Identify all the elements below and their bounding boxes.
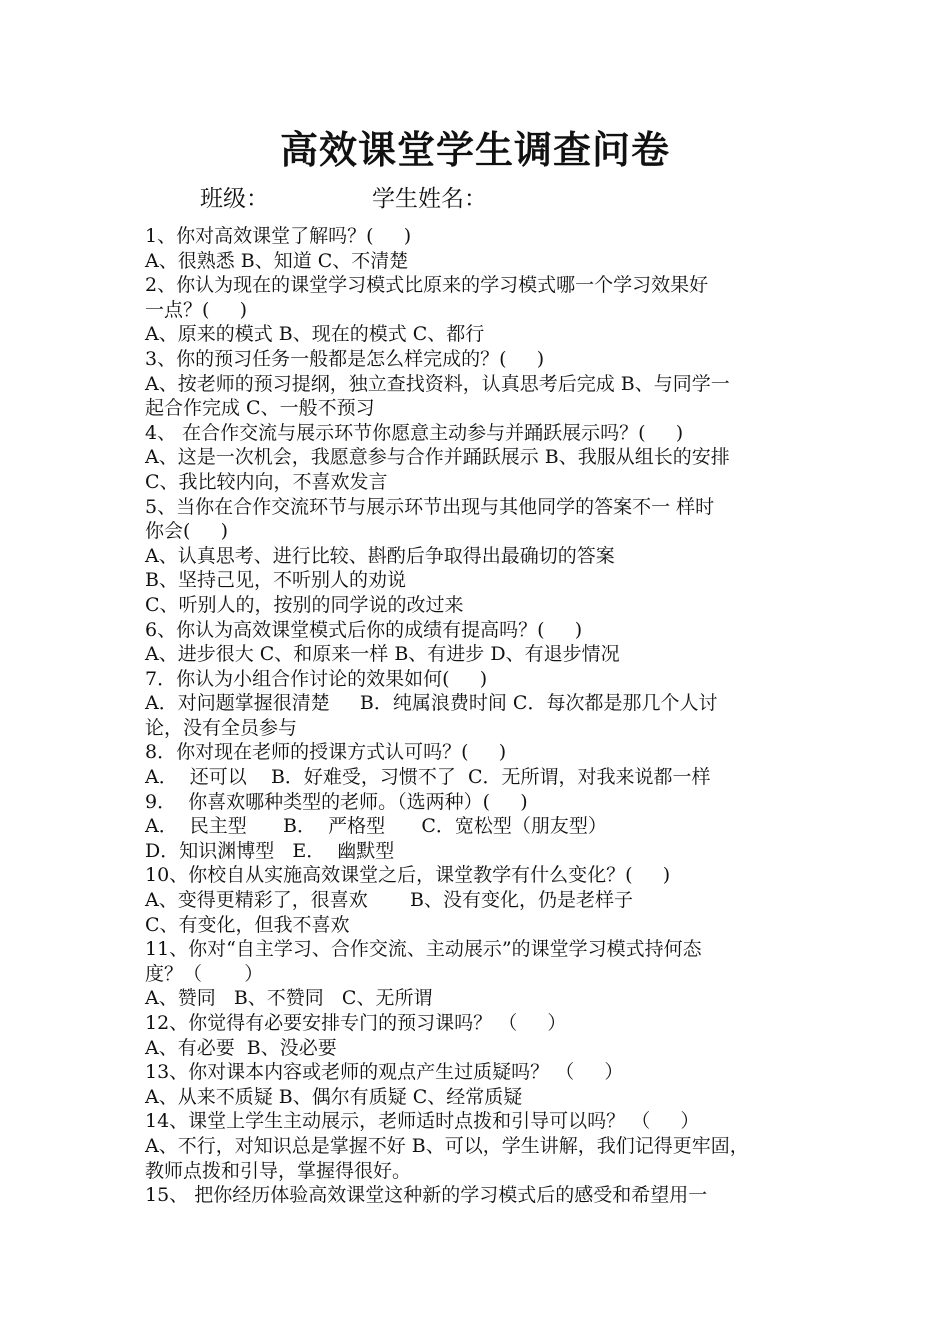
text-line: 教师点拨和引导，掌握得很好。: [145, 1159, 412, 1182]
text-line: 14、课堂上学生主动展示，老师适时点拨和引导可以吗？ （ ）: [145, 1110, 700, 1133]
text-line: 1、你对高效课堂了解吗？( ): [145, 225, 412, 247]
student-name-label: 学生姓名：: [372, 186, 487, 212]
text-line: A、不行，对知识总是掌握不好 B、可以，学生讲解，我们记得更牢固，: [145, 1134, 749, 1157]
text-line: 论，没有全员参与: [145, 716, 298, 739]
text-line: C、我比较内向，不喜欢发言: [145, 470, 388, 493]
text-line: 6、你认为高效课堂模式后你的成绩有提高吗？( ): [145, 618, 583, 641]
text-line: 7．你认为小组合作讨论的效果如何( ): [145, 667, 488, 690]
text-line: A、原来的模式 B、现在的模式 C、都行: [145, 323, 485, 346]
text-line: 10、你校自从实施高效课堂之后，课堂教学有什么变化？( ): [145, 864, 671, 887]
questionnaire-body: [145, 224, 810, 1208]
text-line: 2、你认为现在的课堂学习模式比原来的学习模式哪一个学习效果好: [145, 274, 709, 297]
text-line: 11、你对“自主学习、合作交流、主动展示”的课堂学习模式持何态: [145, 938, 702, 961]
class-label: 班级：: [200, 186, 269, 212]
text-line: 5、当你在合作交流环节与展示环节出现与其他同学的答案不一 样时: [145, 495, 715, 518]
text-line: C、听别人的，按别的同学说的改过来: [145, 593, 464, 616]
text-line: 你会( ): [145, 520, 229, 543]
text-line: A． 民主型 B． 严格型 C．宽松型（朋友型）: [145, 815, 607, 838]
text-line: A、很熟悉 B、知道 C、不清楚: [145, 249, 409, 272]
text-line: A、这是一次机会，我愿意参与合作并踊跃展示 B、我服从组长的安排: [145, 446, 730, 469]
text-line: A．对问题掌握很清楚 B．纯属浪费时间 C．每次都是那几个人讨: [145, 692, 718, 715]
text-line: 12、你觉得有必要安排专门的预习课吗？ （ ）: [145, 1012, 567, 1034]
text-line: 起合作完成 C、一般不预习: [145, 397, 375, 420]
text-line: B、坚持己见，不听别人的劝说: [145, 569, 406, 592]
text-line: 13、你对课本内容或老师的观点产生过质疑吗？ （ ）: [145, 1061, 624, 1084]
text-line: A、按老师的预习提纲，独立查找资料，认真思考后完成 B、与同学一: [145, 372, 730, 395]
text-line: A、认真思考、进行比较、斟酌后争取得出最确切的答案: [145, 544, 615, 567]
text-line: D．知识渊博型 E． 幽默型: [145, 839, 395, 862]
text-line: 15、 把你经历体验高效课堂这种新的学习模式后的感受和希望用一: [145, 1184, 708, 1207]
student-info-row: [200, 182, 487, 216]
text-line: 4、 在合作交流与展示环节你愿意主动参与并踊跃展示吗？( ): [145, 421, 684, 444]
text-line: C、有变化，但我不喜欢: [145, 913, 350, 936]
text-line: 度？（ ）: [145, 962, 264, 985]
text-line: 3、你的预习任务一般都是怎么样完成的？( ): [145, 347, 545, 370]
text-line: A、变得更精彩了，很喜欢 B、没有变化，仍是老样子: [145, 889, 633, 912]
text-line: A． 还可以 B．好难受，习惯不了 C．无所谓，对我来说都一样: [145, 766, 711, 789]
document-title: 高效课堂学生调查问卷: [279, 127, 670, 172]
text-line: 一点？( ): [145, 298, 248, 321]
text-line: 8．你对现在老师的授课方式认可吗？( ): [145, 741, 507, 764]
text-line: A、有必要 B、没必要: [145, 1036, 337, 1059]
text-line: A、进步很大 C、和原来一样 B、有进步 D、有退步情况: [145, 643, 620, 666]
text-line: A、从来不质疑 B、偶尔有质疑 C、经常质疑: [145, 1085, 523, 1108]
text-line: A、赞同 B、不赞同 C、无所谓: [145, 987, 433, 1010]
text-line: 9． 你喜欢哪种类型的老师。（选两种）( ): [145, 790, 528, 813]
